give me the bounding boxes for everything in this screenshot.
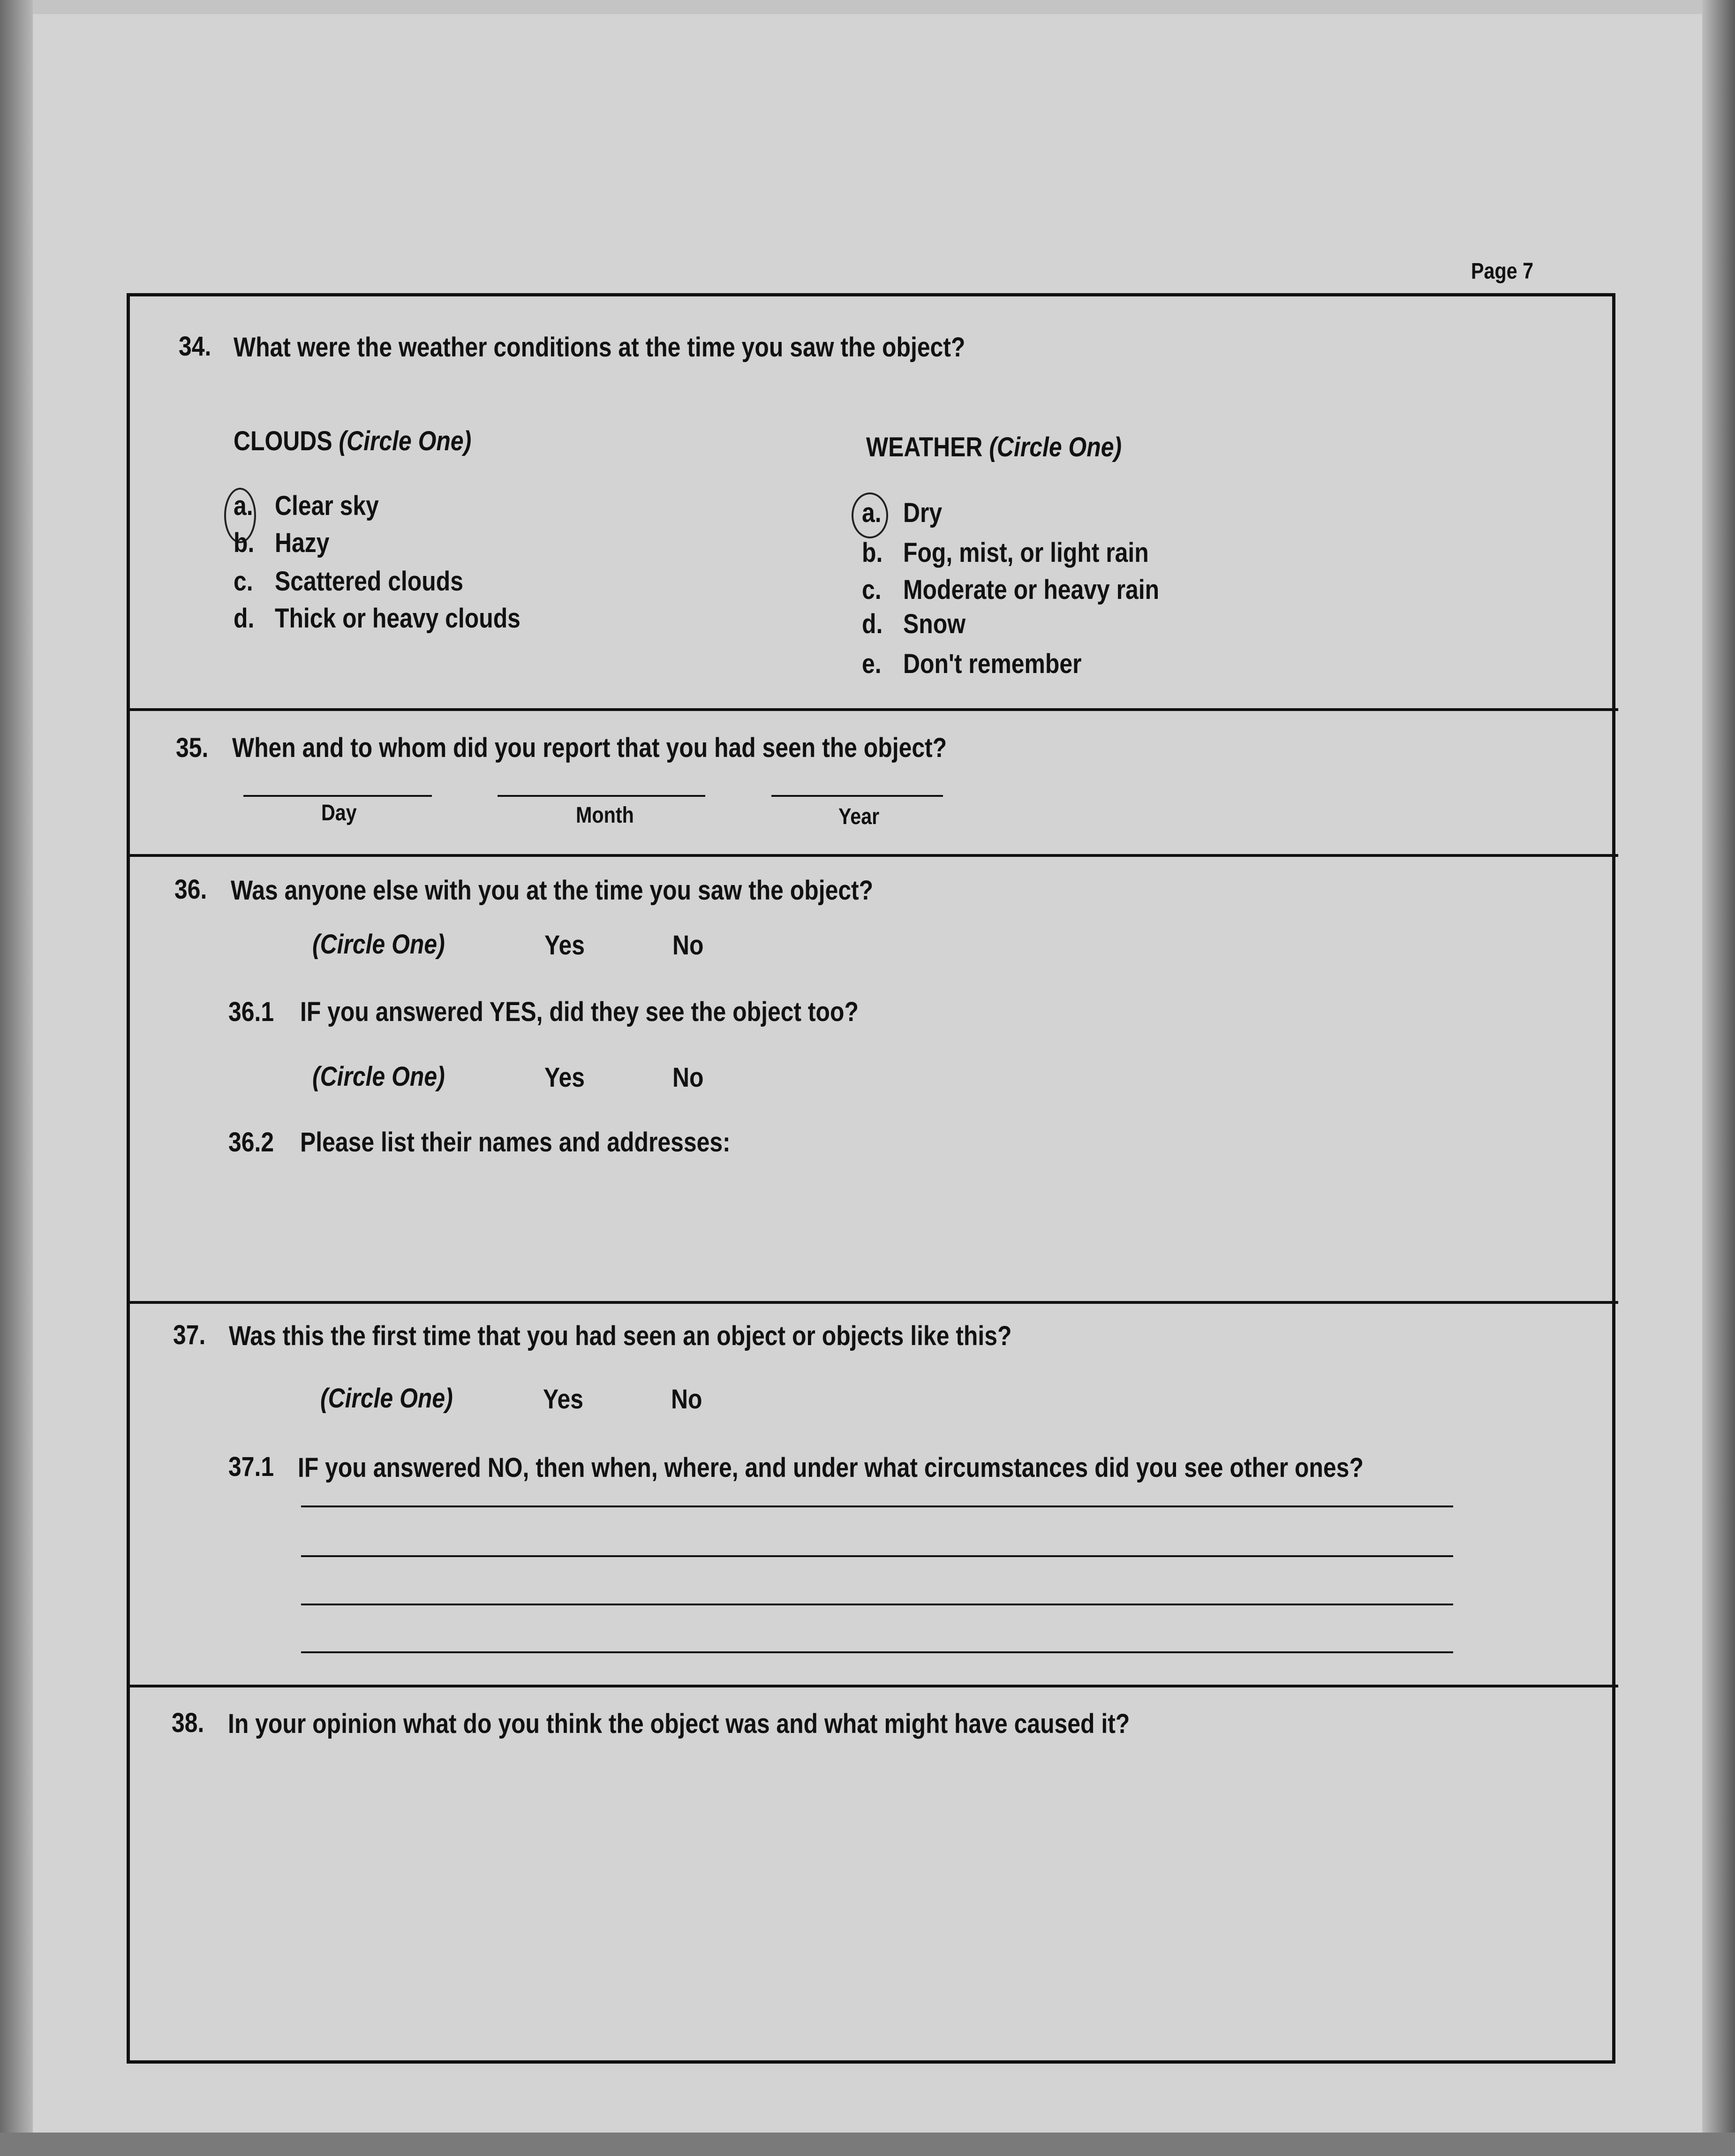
- answer-line[interactable]: [301, 1555, 1453, 1557]
- day-label: Day: [321, 801, 357, 825]
- scan-bottom-edge: [0, 2133, 1735, 2156]
- scan-right-edge: [1702, 0, 1735, 2156]
- option-letter[interactable]: c.: [234, 566, 253, 597]
- subquestion-number: 37.1: [228, 1452, 274, 1482]
- option-dry[interactable]: Dry: [903, 498, 943, 528]
- option-letter[interactable]: b.: [234, 528, 255, 558]
- option-snow[interactable]: Snow: [903, 609, 966, 639]
- scan-top-edge: [0, 0, 1735, 14]
- scan-left-edge: [0, 0, 33, 2156]
- weather-heading: WEATHER (Circle One): [866, 432, 1122, 462]
- option-thick-clouds[interactable]: Thick or heavy clouds: [275, 603, 520, 634]
- option-scattered-clouds[interactable]: Scattered clouds: [275, 566, 463, 597]
- month-label: Month: [576, 803, 634, 828]
- yes-option[interactable]: Yes: [544, 930, 585, 961]
- option-letter[interactable]: c.: [862, 575, 882, 605]
- subquestion-text: Please list their names and addresses:: [300, 1127, 731, 1157]
- yes-option[interactable]: Yes: [543, 1384, 583, 1415]
- yes-option[interactable]: Yes: [544, 1062, 585, 1093]
- subquestion-number: 36.2: [228, 1127, 274, 1157]
- option-letter[interactable]: d.: [862, 609, 883, 639]
- question-number: 38.: [172, 1708, 204, 1738]
- year-label: Year: [838, 804, 880, 829]
- question-text: What were the weather conditions at the time you saw the object?: [234, 332, 966, 363]
- option-fog[interactable]: Fog, mist, or light rain: [903, 537, 1149, 568]
- divider: [127, 1301, 1618, 1304]
- option-rain[interactable]: Moderate or heavy rain: [903, 575, 1160, 605]
- option-dont-remember[interactable]: Don't remember: [903, 649, 1082, 679]
- question-number: 35.: [176, 733, 209, 763]
- option-clear-sky[interactable]: Clear sky: [275, 491, 379, 521]
- instruction: (Circle One): [312, 929, 445, 960]
- instruction: (Circle One): [312, 1061, 445, 1092]
- divider: [127, 854, 1618, 857]
- question-text: In your opinion what do you think the object was and what might have caused it?: [228, 1709, 1130, 1739]
- option-hazy[interactable]: Hazy: [275, 528, 330, 558]
- no-option[interactable]: No: [671, 1384, 702, 1415]
- option-letter[interactable]: b.: [862, 537, 883, 568]
- instruction: (Circle One): [320, 1383, 453, 1414]
- day-field[interactable]: [243, 795, 432, 797]
- no-option[interactable]: No: [672, 930, 704, 961]
- subquestion-text: IF you answered YES, did they see the object too?: [300, 997, 859, 1027]
- subquestion-number: 36.1: [228, 997, 274, 1027]
- question-number: 37.: [173, 1320, 206, 1350]
- option-letter[interactable]: a.: [234, 491, 253, 521]
- subquestion-text: IF you answered NO, then when, where, and under what circumstances did you see other ones?: [298, 1452, 1364, 1483]
- answer-line[interactable]: [301, 1505, 1453, 1507]
- question-text: When and to whom did you report that you had seen the object?: [232, 733, 947, 763]
- option-letter[interactable]: d.: [234, 603, 255, 634]
- page-number: Page 7: [1471, 259, 1534, 284]
- answer-line[interactable]: [301, 1604, 1453, 1605]
- no-option[interactable]: No: [672, 1062, 704, 1093]
- question-text: Was this the first time that you had seen an object or objects like this?: [229, 1321, 1012, 1351]
- clouds-heading: CLOUDS (Circle One): [234, 426, 472, 456]
- year-field[interactable]: [771, 795, 943, 797]
- question-text: Was anyone else with you at the time you saw the object?: [231, 875, 874, 906]
- option-letter[interactable]: e.: [862, 649, 882, 679]
- divider: [127, 1685, 1618, 1687]
- answer-line[interactable]: [301, 1651, 1453, 1653]
- divider: [127, 708, 1618, 711]
- question-number: 36.: [174, 874, 207, 905]
- month-field[interactable]: [498, 795, 705, 797]
- question-number: 34.: [179, 331, 211, 362]
- option-letter[interactable]: a.: [862, 498, 882, 528]
